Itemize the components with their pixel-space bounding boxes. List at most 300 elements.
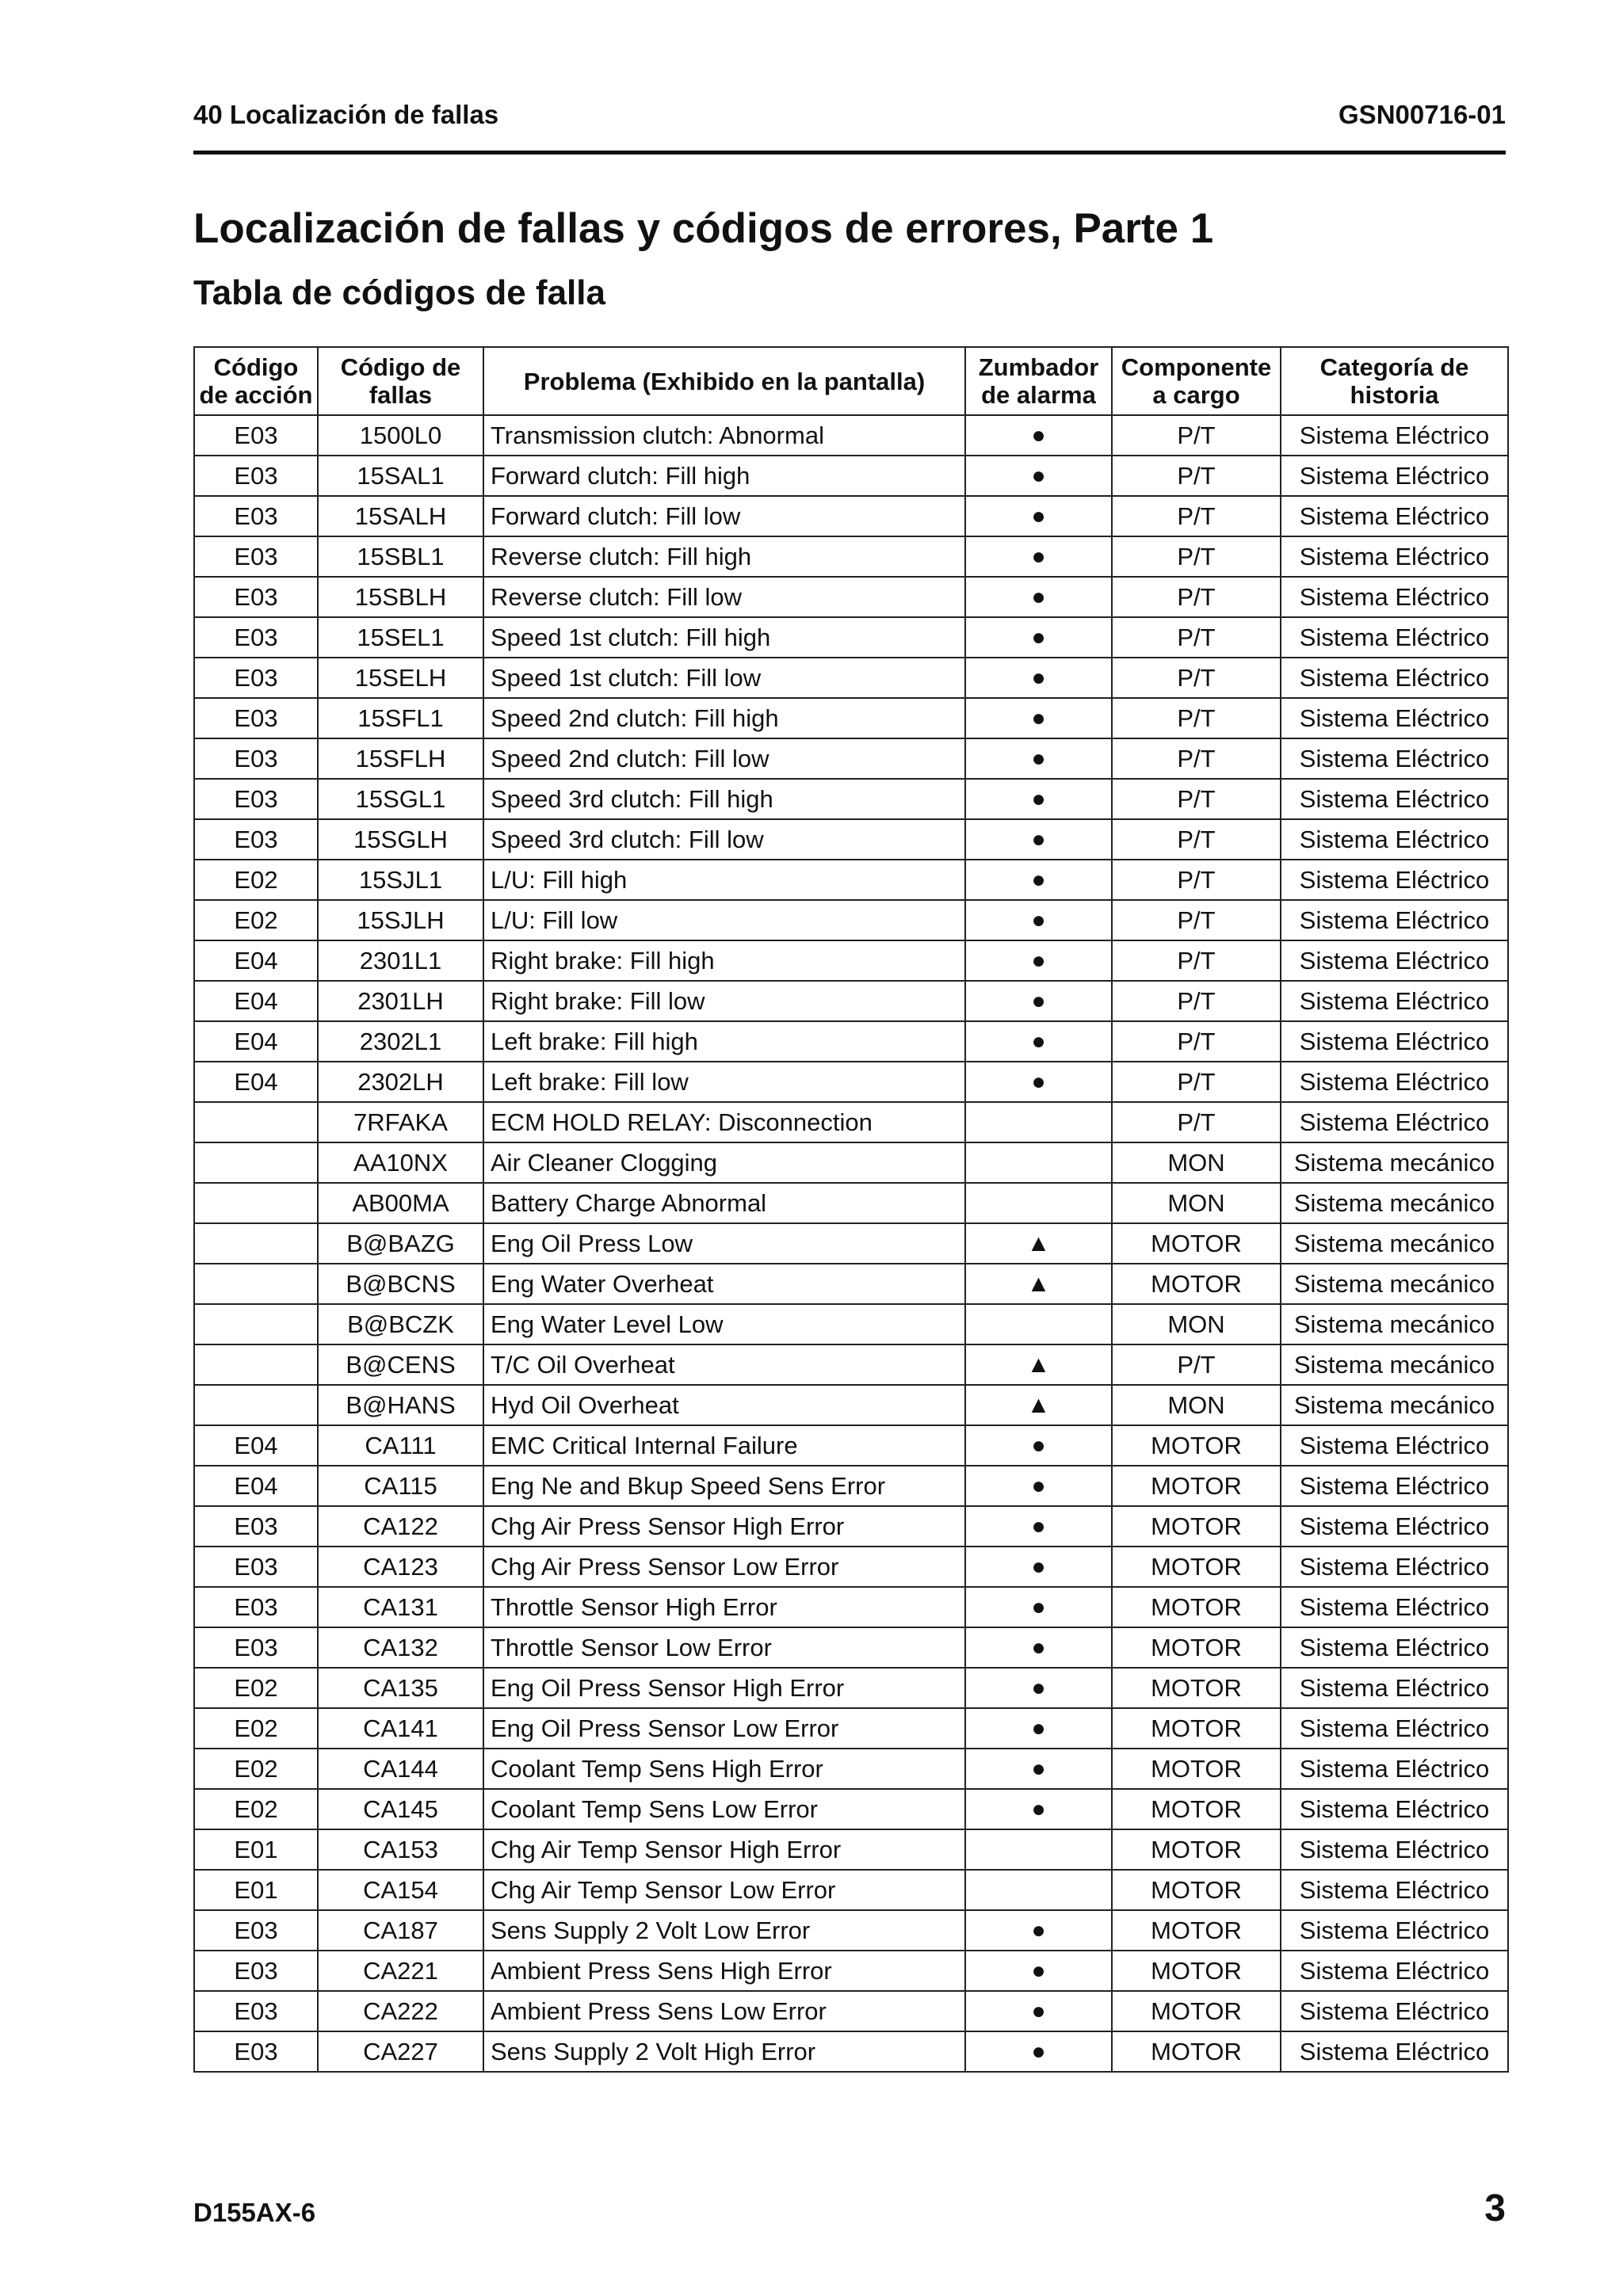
table-row bbox=[194, 1183, 1508, 1223]
table-row bbox=[194, 1344, 1508, 1385]
alarm-buzzer-cell: ● bbox=[965, 577, 1112, 617]
history-category-cell: Sistema Eléctrico bbox=[1281, 779, 1508, 819]
history-category-cell: Sistema Eléctrico bbox=[1281, 1425, 1508, 1466]
history-category-cell: Sistema Eléctrico bbox=[1281, 738, 1508, 779]
history-category-cell: Sistema Eléctrico bbox=[1281, 1466, 1508, 1506]
component-cell: P/T bbox=[1112, 1344, 1281, 1385]
fault-code-cell: CA153 bbox=[318, 1829, 483, 1870]
fault-code-cell: CA111 bbox=[318, 1425, 483, 1466]
alarm-buzzer-cell: ● bbox=[965, 1910, 1112, 1951]
fault-code-cell: 2301LH bbox=[318, 981, 483, 1021]
page-number: 3 bbox=[1484, 2187, 1506, 2229]
column-header-history-category: Categoría de historia bbox=[1281, 347, 1508, 415]
fault-code-cell: AB00MA bbox=[318, 1183, 483, 1223]
column-header-component: Componente a cargo bbox=[1112, 347, 1281, 415]
table-row bbox=[194, 738, 1508, 779]
component-cell: MOTOR bbox=[1112, 1749, 1281, 1789]
fault-code-cell: 2302L1 bbox=[318, 1021, 483, 1062]
action-code-cell bbox=[194, 1223, 318, 1264]
alarm-buzzer-cell: ● bbox=[965, 940, 1112, 981]
history-category-cell: Sistema Eléctrico bbox=[1281, 617, 1508, 658]
problem-cell: T/C Oil Overheat bbox=[483, 1344, 965, 1385]
action-code-cell bbox=[194, 1142, 318, 1183]
component-cell: MOTOR bbox=[1112, 1870, 1281, 1910]
problem-cell: Throttle Sensor Low Error bbox=[483, 1627, 965, 1668]
problem-cell: Eng Ne and Bkup Speed Sens Error bbox=[483, 1466, 965, 1506]
component-cell: MOTOR bbox=[1112, 1547, 1281, 1587]
action-code-cell: E04 bbox=[194, 1425, 318, 1466]
history-category-cell: Sistema Eléctrico bbox=[1281, 1021, 1508, 1062]
alarm-buzzer-cell: ● bbox=[965, 1951, 1112, 1991]
problem-cell: Speed 1st clutch: Fill high bbox=[483, 617, 965, 658]
fault-code-cell: B@BAZG bbox=[318, 1223, 483, 1264]
problem-cell: Eng Water Level Low bbox=[483, 1304, 965, 1344]
problem-cell: Hyd Oil Overheat bbox=[483, 1385, 965, 1425]
footer-model: D155AX-6 bbox=[193, 2198, 316, 2227]
alarm-buzzer-cell: ● bbox=[965, 496, 1112, 536]
component-cell: P/T bbox=[1112, 698, 1281, 738]
problem-cell: Coolant Temp Sens High Error bbox=[483, 1749, 965, 1789]
history-category-cell: Sistema mecánico bbox=[1281, 1304, 1508, 1344]
action-code-cell: E02 bbox=[194, 1749, 318, 1789]
column-header-alarm-buzzer: Zumbador de alarma bbox=[965, 347, 1112, 415]
action-code-cell: E02 bbox=[194, 900, 318, 940]
table-row bbox=[194, 1951, 1508, 1991]
alarm-buzzer-cell: ● bbox=[965, 698, 1112, 738]
history-category-cell: Sistema Eléctrico bbox=[1281, 415, 1508, 456]
component-cell: MOTOR bbox=[1112, 1587, 1281, 1627]
component-cell: P/T bbox=[1112, 860, 1281, 900]
problem-cell: Sens Supply 2 Volt High Error bbox=[483, 2031, 965, 2072]
alarm-buzzer-cell: ● bbox=[965, 819, 1112, 860]
fault-code-cell: CA122 bbox=[318, 1506, 483, 1547]
fault-code-cell: B@BCZK bbox=[318, 1304, 483, 1344]
table-body bbox=[194, 415, 1508, 2072]
table-row bbox=[194, 1668, 1508, 1708]
history-category-cell: Sistema Eléctrico bbox=[1281, 819, 1508, 860]
alarm-buzzer-cell bbox=[965, 1142, 1112, 1183]
table-row bbox=[194, 779, 1508, 819]
history-category-cell: Sistema Eléctrico bbox=[1281, 1749, 1508, 1789]
fault-code-cell: 15SBL1 bbox=[318, 536, 483, 577]
fault-code-cell: 15SFLH bbox=[318, 738, 483, 779]
fault-code-cell: 2302LH bbox=[318, 1062, 483, 1102]
action-code-cell: E03 bbox=[194, 819, 318, 860]
component-cell: MOTOR bbox=[1112, 1627, 1281, 1668]
history-category-cell: Sistema Eléctrico bbox=[1281, 456, 1508, 496]
component-cell: P/T bbox=[1112, 779, 1281, 819]
alarm-buzzer-cell: ▲ bbox=[965, 1344, 1112, 1385]
problem-cell: Speed 2nd clutch: Fill low bbox=[483, 738, 965, 779]
history-category-cell: Sistema Eléctrico bbox=[1281, 698, 1508, 738]
problem-cell: Chg Air Temp Sensor Low Error bbox=[483, 1870, 965, 1910]
history-category-cell: Sistema Eléctrico bbox=[1281, 1587, 1508, 1627]
component-cell: MOTOR bbox=[1112, 1264, 1281, 1304]
table-row bbox=[194, 1385, 1508, 1425]
header-rule bbox=[193, 151, 1506, 154]
header-doc-code: GSN00716-01 bbox=[1338, 100, 1506, 129]
table-row bbox=[194, 1749, 1508, 1789]
action-code-cell: E02 bbox=[194, 1708, 318, 1749]
fault-code-cell: 7RFAKA bbox=[318, 1102, 483, 1142]
table-row bbox=[194, 456, 1508, 496]
action-code-cell: E01 bbox=[194, 1870, 318, 1910]
history-category-cell: Sistema mecánico bbox=[1281, 1264, 1508, 1304]
component-cell: P/T bbox=[1112, 415, 1281, 456]
table-row bbox=[194, 1587, 1508, 1627]
fault-code-cell: AA10NX bbox=[318, 1142, 483, 1183]
fault-code-cell: CA227 bbox=[318, 2031, 483, 2072]
action-code-cell: E03 bbox=[194, 1991, 318, 2031]
action-code-cell: E03 bbox=[194, 738, 318, 779]
fault-code-cell: 15SAL1 bbox=[318, 456, 483, 496]
fault-code-cell: CA145 bbox=[318, 1789, 483, 1829]
component-cell: P/T bbox=[1112, 658, 1281, 698]
component-cell: P/T bbox=[1112, 617, 1281, 658]
alarm-buzzer-cell: ● bbox=[965, 981, 1112, 1021]
component-cell: P/T bbox=[1112, 981, 1281, 1021]
fault-code-cell: CA221 bbox=[318, 1951, 483, 1991]
history-category-cell: Sistema Eléctrico bbox=[1281, 1627, 1508, 1668]
action-code-cell: E04 bbox=[194, 1062, 318, 1102]
column-header-fault-code: Código de fallas bbox=[318, 347, 483, 415]
action-code-cell: E03 bbox=[194, 1910, 318, 1951]
component-cell: MOTOR bbox=[1112, 1951, 1281, 1991]
table-row bbox=[194, 1991, 1508, 2031]
table-row bbox=[194, 819, 1508, 860]
fault-code-cell: 15SJL1 bbox=[318, 860, 483, 900]
problem-cell: Reverse clutch: Fill low bbox=[483, 577, 965, 617]
history-category-cell: Sistema mecánico bbox=[1281, 1223, 1508, 1264]
problem-cell: Speed 3rd clutch: Fill low bbox=[483, 819, 965, 860]
component-cell: MOTOR bbox=[1112, 1789, 1281, 1829]
fault-code-cell: 15SBLH bbox=[318, 577, 483, 617]
alarm-buzzer-cell: ● bbox=[965, 1587, 1112, 1627]
history-category-cell: Sistema Eléctrico bbox=[1281, 1789, 1508, 1829]
table-row bbox=[194, 981, 1508, 1021]
fault-code-cell: CA123 bbox=[318, 1547, 483, 1587]
alarm-buzzer-cell: ● bbox=[965, 415, 1112, 456]
fault-code-cell: CA131 bbox=[318, 1587, 483, 1627]
action-code-cell bbox=[194, 1344, 318, 1385]
alarm-buzzer-cell: ▲ bbox=[965, 1385, 1112, 1425]
action-code-cell bbox=[194, 1102, 318, 1142]
fault-code-table bbox=[193, 346, 1509, 2073]
history-category-cell: Sistema Eléctrico bbox=[1281, 1951, 1508, 1991]
action-code-cell: E03 bbox=[194, 1627, 318, 1668]
history-category-cell: Sistema Eléctrico bbox=[1281, 1547, 1508, 1587]
action-code-cell: E03 bbox=[194, 698, 318, 738]
problem-cell: Battery Charge Abnormal bbox=[483, 1183, 965, 1223]
history-category-cell: Sistema Eléctrico bbox=[1281, 1506, 1508, 1547]
component-cell: MOTOR bbox=[1112, 1223, 1281, 1264]
action-code-cell: E03 bbox=[194, 1506, 318, 1547]
problem-cell: EMC Critical Internal Failure bbox=[483, 1425, 965, 1466]
component-cell: MOTOR bbox=[1112, 1466, 1281, 1506]
problem-cell: Air Cleaner Clogging bbox=[483, 1142, 965, 1183]
alarm-buzzer-cell: ● bbox=[965, 1991, 1112, 2031]
fault-code-cell: 1500L0 bbox=[318, 415, 483, 456]
problem-cell: ECM HOLD RELAY: Disconnection bbox=[483, 1102, 965, 1142]
problem-cell: Ambient Press Sens High Error bbox=[483, 1951, 965, 1991]
history-category-cell: Sistema mecánico bbox=[1281, 1142, 1508, 1183]
fault-code-cell: CA222 bbox=[318, 1991, 483, 2031]
component-cell: MOTOR bbox=[1112, 1991, 1281, 2031]
problem-cell: Right brake: Fill high bbox=[483, 940, 965, 981]
component-cell: P/T bbox=[1112, 536, 1281, 577]
component-cell: MOTOR bbox=[1112, 1910, 1281, 1951]
alarm-buzzer-cell: ● bbox=[965, 900, 1112, 940]
action-code-cell: E04 bbox=[194, 981, 318, 1021]
table-row bbox=[194, 1870, 1508, 1910]
history-category-cell: Sistema Eléctrico bbox=[1281, 1708, 1508, 1749]
header-section: 40 Localización de fallas bbox=[193, 100, 499, 129]
component-cell: MOTOR bbox=[1112, 1425, 1281, 1466]
alarm-buzzer-cell bbox=[965, 1304, 1112, 1344]
table-row bbox=[194, 1910, 1508, 1951]
action-code-cell: E03 bbox=[194, 456, 318, 496]
table-row bbox=[194, 1425, 1508, 1466]
history-category-cell: Sistema Eléctrico bbox=[1281, 496, 1508, 536]
alarm-buzzer-cell: ● bbox=[965, 1668, 1112, 1708]
problem-cell: Left brake: Fill low bbox=[483, 1062, 965, 1102]
alarm-buzzer-cell: ● bbox=[965, 1062, 1112, 1102]
alarm-buzzer-cell: ● bbox=[965, 1425, 1112, 1466]
component-cell: MON bbox=[1112, 1142, 1281, 1183]
history-category-cell: Sistema Eléctrico bbox=[1281, 1991, 1508, 2031]
fault-code-cell: 2301L1 bbox=[318, 940, 483, 981]
alarm-buzzer-cell bbox=[965, 1183, 1112, 1223]
table-row bbox=[194, 1829, 1508, 1870]
alarm-buzzer-cell bbox=[965, 1870, 1112, 1910]
action-code-cell: E04 bbox=[194, 1466, 318, 1506]
history-category-cell: Sistema Eléctrico bbox=[1281, 1062, 1508, 1102]
problem-cell: L/U: Fill low bbox=[483, 900, 965, 940]
problem-cell: Eng Oil Press Sensor High Error bbox=[483, 1668, 965, 1708]
fault-code-cell: 15SGLH bbox=[318, 819, 483, 860]
table-row bbox=[194, 415, 1508, 456]
action-code-cell bbox=[194, 1385, 318, 1425]
component-cell: P/T bbox=[1112, 738, 1281, 779]
component-cell: P/T bbox=[1112, 456, 1281, 496]
history-category-cell: Sistema Eléctrico bbox=[1281, 900, 1508, 940]
table-row bbox=[194, 940, 1508, 981]
alarm-buzzer-cell: ● bbox=[965, 1749, 1112, 1789]
action-code-cell: E03 bbox=[194, 415, 318, 456]
action-code-cell: E03 bbox=[194, 617, 318, 658]
component-cell: P/T bbox=[1112, 1021, 1281, 1062]
fault-code-cell: CA135 bbox=[318, 1668, 483, 1708]
problem-cell: Left brake: Fill high bbox=[483, 1021, 965, 1062]
action-code-cell: E02 bbox=[194, 1789, 318, 1829]
fault-code-cell: CA141 bbox=[318, 1708, 483, 1749]
fault-code-cell: CA144 bbox=[318, 1749, 483, 1789]
action-code-cell: E03 bbox=[194, 779, 318, 819]
table-row bbox=[194, 1264, 1508, 1304]
component-cell: MOTOR bbox=[1112, 1708, 1281, 1749]
problem-cell: Sens Supply 2 Volt Low Error bbox=[483, 1910, 965, 1951]
alarm-buzzer-cell: ● bbox=[965, 658, 1112, 698]
action-code-cell: E04 bbox=[194, 1021, 318, 1062]
problem-cell: Reverse clutch: Fill high bbox=[483, 536, 965, 577]
fault-code-cell: 15SGL1 bbox=[318, 779, 483, 819]
table-row bbox=[194, 536, 1508, 577]
problem-cell: Forward clutch: Fill low bbox=[483, 496, 965, 536]
table-row bbox=[194, 1506, 1508, 1547]
problem-cell: Speed 3rd clutch: Fill high bbox=[483, 779, 965, 819]
page-subtitle: Tabla de códigos de falla bbox=[193, 273, 605, 312]
alarm-buzzer-cell bbox=[965, 1102, 1112, 1142]
component-cell: MOTOR bbox=[1112, 1829, 1281, 1870]
table-row bbox=[194, 496, 1508, 536]
problem-cell: Chg Air Temp Sensor High Error bbox=[483, 1829, 965, 1870]
problem-cell: Eng Oil Press Low bbox=[483, 1223, 965, 1264]
table-row bbox=[194, 577, 1508, 617]
table-row bbox=[194, 1142, 1508, 1183]
component-cell: P/T bbox=[1112, 577, 1281, 617]
action-code-cell: E03 bbox=[194, 496, 318, 536]
table-row bbox=[194, 2031, 1508, 2072]
table-row bbox=[194, 1547, 1508, 1587]
fault-code-cell: 15SALH bbox=[318, 496, 483, 536]
alarm-buzzer-cell: ● bbox=[965, 1789, 1112, 1829]
problem-cell: Ambient Press Sens Low Error bbox=[483, 1991, 965, 2031]
alarm-buzzer-cell: ● bbox=[965, 1627, 1112, 1668]
alarm-buzzer-cell: ● bbox=[965, 1466, 1112, 1506]
column-header-problem: Problema (Exhibido en la pantalla) bbox=[483, 347, 965, 415]
component-cell: MON bbox=[1112, 1183, 1281, 1223]
alarm-buzzer-cell: ● bbox=[965, 2031, 1112, 2072]
fault-code-cell: B@CENS bbox=[318, 1344, 483, 1385]
alarm-buzzer-cell: ● bbox=[965, 456, 1112, 496]
action-code-cell bbox=[194, 1264, 318, 1304]
problem-cell: Chg Air Press Sensor Low Error bbox=[483, 1547, 965, 1587]
fault-code-cell: 15SEL1 bbox=[318, 617, 483, 658]
history-category-cell: Sistema Eléctrico bbox=[1281, 860, 1508, 900]
component-cell: MON bbox=[1112, 1304, 1281, 1344]
page-title: Localización de fallas y códigos de errores, Parte 1 bbox=[193, 205, 1214, 252]
component-cell: P/T bbox=[1112, 900, 1281, 940]
problem-cell: L/U: Fill high bbox=[483, 860, 965, 900]
fault-code-cell: 15SELH bbox=[318, 658, 483, 698]
component-cell: P/T bbox=[1112, 819, 1281, 860]
table-row bbox=[194, 658, 1508, 698]
component-cell: P/T bbox=[1112, 496, 1281, 536]
action-code-cell bbox=[194, 1304, 318, 1344]
problem-cell: Eng Water Overheat bbox=[483, 1264, 965, 1304]
fault-code-cell: CA115 bbox=[318, 1466, 483, 1506]
table-row bbox=[194, 617, 1508, 658]
table-row bbox=[194, 1466, 1508, 1506]
alarm-buzzer-cell bbox=[965, 1829, 1112, 1870]
fault-code-cell: CA132 bbox=[318, 1627, 483, 1668]
table-row bbox=[194, 1223, 1508, 1264]
table-row bbox=[194, 698, 1508, 738]
history-category-cell: Sistema Eléctrico bbox=[1281, 1102, 1508, 1142]
problem-cell: Coolant Temp Sens Low Error bbox=[483, 1789, 965, 1829]
table-row bbox=[194, 1062, 1508, 1102]
component-cell: P/T bbox=[1112, 1102, 1281, 1142]
problem-cell: Speed 2nd clutch: Fill high bbox=[483, 698, 965, 738]
alarm-buzzer-cell: ● bbox=[965, 617, 1112, 658]
action-code-cell: E04 bbox=[194, 940, 318, 981]
fault-code-cell: B@BCNS bbox=[318, 1264, 483, 1304]
fault-code-cell: CA187 bbox=[318, 1910, 483, 1951]
table-row bbox=[194, 1304, 1508, 1344]
component-cell: MOTOR bbox=[1112, 1506, 1281, 1547]
action-code-cell: E01 bbox=[194, 1829, 318, 1870]
fault-code-cell: 15SFL1 bbox=[318, 698, 483, 738]
fault-code-cell: 15SJLH bbox=[318, 900, 483, 940]
alarm-buzzer-cell: ● bbox=[965, 1021, 1112, 1062]
action-code-cell: E03 bbox=[194, 536, 318, 577]
component-cell: MOTOR bbox=[1112, 2031, 1281, 2072]
history-category-cell: Sistema Eléctrico bbox=[1281, 577, 1508, 617]
problem-cell: Eng Oil Press Sensor Low Error bbox=[483, 1708, 965, 1749]
table-row bbox=[194, 1708, 1508, 1749]
table-row bbox=[194, 1021, 1508, 1062]
table-row bbox=[194, 1627, 1508, 1668]
problem-cell: Transmission clutch: Abnormal bbox=[483, 415, 965, 456]
table-row bbox=[194, 860, 1508, 900]
component-cell: P/T bbox=[1112, 940, 1281, 981]
column-header-action-code: Código de acción bbox=[194, 347, 318, 415]
alarm-buzzer-cell: ● bbox=[965, 779, 1112, 819]
component-cell: MOTOR bbox=[1112, 1668, 1281, 1708]
alarm-buzzer-cell: ● bbox=[965, 860, 1112, 900]
problem-cell: Speed 1st clutch: Fill low bbox=[483, 658, 965, 698]
history-category-cell: Sistema Eléctrico bbox=[1281, 2031, 1508, 2072]
action-code-cell: E03 bbox=[194, 1951, 318, 1991]
alarm-buzzer-cell: ● bbox=[965, 1547, 1112, 1587]
alarm-buzzer-cell: ● bbox=[965, 536, 1112, 577]
history-category-cell: Sistema Eléctrico bbox=[1281, 1870, 1508, 1910]
table-row bbox=[194, 1102, 1508, 1142]
problem-cell: Throttle Sensor High Error bbox=[483, 1587, 965, 1627]
history-category-cell: Sistema Eléctrico bbox=[1281, 940, 1508, 981]
table-row bbox=[194, 900, 1508, 940]
table-header-row bbox=[194, 347, 1508, 415]
alarm-buzzer-cell: ▲ bbox=[965, 1264, 1112, 1304]
history-category-cell: Sistema Eléctrico bbox=[1281, 1829, 1508, 1870]
action-code-cell: E03 bbox=[194, 1547, 318, 1587]
component-cell: MON bbox=[1112, 1385, 1281, 1425]
problem-cell: Chg Air Press Sensor High Error bbox=[483, 1506, 965, 1547]
fault-code-cell: CA154 bbox=[318, 1870, 483, 1910]
action-code-cell: E02 bbox=[194, 1668, 318, 1708]
action-code-cell: E02 bbox=[194, 860, 318, 900]
history-category-cell: Sistema Eléctrico bbox=[1281, 536, 1508, 577]
history-category-cell: Sistema Eléctrico bbox=[1281, 658, 1508, 698]
action-code-cell: E03 bbox=[194, 658, 318, 698]
history-category-cell: Sistema mecánico bbox=[1281, 1344, 1508, 1385]
alarm-buzzer-cell: ● bbox=[965, 738, 1112, 779]
alarm-buzzer-cell: ▲ bbox=[965, 1223, 1112, 1264]
alarm-buzzer-cell: ● bbox=[965, 1708, 1112, 1749]
table-row bbox=[194, 1789, 1508, 1829]
action-code-cell: E03 bbox=[194, 1587, 318, 1627]
fault-code-cell: B@HANS bbox=[318, 1385, 483, 1425]
action-code-cell: E03 bbox=[194, 577, 318, 617]
history-category-cell: Sistema Eléctrico bbox=[1281, 1668, 1508, 1708]
history-category-cell: Sistema Eléctrico bbox=[1281, 981, 1508, 1021]
history-category-cell: Sistema mecánico bbox=[1281, 1183, 1508, 1223]
problem-cell: Forward clutch: Fill high bbox=[483, 456, 965, 496]
problem-cell: Right brake: Fill low bbox=[483, 981, 965, 1021]
component-cell: P/T bbox=[1112, 1062, 1281, 1102]
history-category-cell: Sistema Eléctrico bbox=[1281, 1910, 1508, 1951]
action-code-cell: E03 bbox=[194, 2031, 318, 2072]
